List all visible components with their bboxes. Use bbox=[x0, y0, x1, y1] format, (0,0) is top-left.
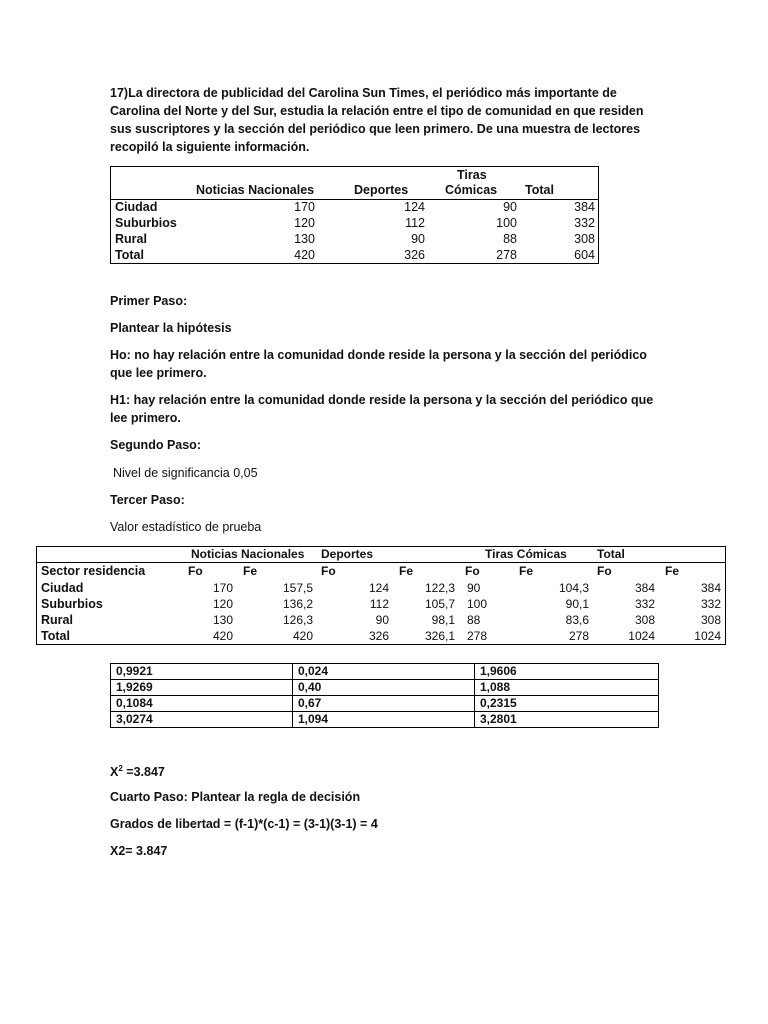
table-row bbox=[111, 696, 659, 712]
x2-superscript: 2 bbox=[118, 764, 123, 773]
cell: 100 bbox=[496, 216, 517, 230]
problem-statement: 17)La directora de publicidad del Carolina Sun Times, el periódico más importante de Carolina del Norte y del Sur, estudia la relación entre el tipo de comunidad en que residen sus suscriptores y la sección del periódico que leen primero. De una muestra de lectores recopiló la siguiente información. bbox=[110, 86, 644, 154]
cell: 308 bbox=[634, 613, 655, 627]
cell: 420 bbox=[212, 629, 233, 643]
cell: 0,67 bbox=[293, 696, 475, 712]
row-label-ciudad: Ciudad bbox=[41, 581, 84, 595]
cell: 90,1 bbox=[565, 597, 589, 611]
table-row bbox=[111, 680, 659, 696]
header-fo: Fo bbox=[188, 564, 203, 578]
cell: 157,5 bbox=[282, 581, 313, 595]
segundo-paso-heading: Segundo Paso: bbox=[110, 438, 201, 452]
cell: 170 bbox=[294, 200, 315, 214]
hypothesis-ho: Ho: no hay relación entre la comunidad donde reside la persona y la sección del periódico que lee primero. bbox=[110, 348, 647, 380]
cell: 1,9606 bbox=[475, 664, 659, 680]
header-fo: Fo bbox=[597, 564, 612, 578]
cell: 420 bbox=[292, 629, 313, 643]
cell: 332 bbox=[700, 597, 721, 611]
cell: 120 bbox=[212, 597, 233, 611]
cell: 88 bbox=[467, 613, 481, 627]
cell: 104,3 bbox=[558, 581, 589, 595]
header-fo: Fo bbox=[321, 564, 336, 578]
cell: 90 bbox=[411, 232, 425, 246]
cell: 130 bbox=[212, 613, 233, 627]
cell: 1024 bbox=[694, 629, 721, 643]
cell: 126,3 bbox=[282, 613, 313, 627]
valor-estadistico: Valor estadístico de prueba bbox=[110, 520, 262, 534]
header-fe: Fe bbox=[243, 564, 258, 578]
header-sector-residencia: Sector residencia bbox=[41, 564, 146, 578]
cell: 90 bbox=[467, 581, 481, 595]
header-fe: Fe bbox=[519, 564, 534, 578]
x2-value: =3.847 bbox=[122, 765, 165, 780]
table-row bbox=[111, 664, 659, 680]
cell: 420 bbox=[294, 248, 315, 262]
cell: 1,9269 bbox=[111, 680, 293, 696]
cell: 3,2801 bbox=[475, 712, 659, 728]
cell: 332 bbox=[574, 216, 595, 230]
cell: 83,6 bbox=[565, 613, 589, 627]
cell: 88 bbox=[503, 232, 517, 246]
cell: 3,0274 bbox=[111, 712, 293, 728]
cell: 384 bbox=[634, 581, 655, 595]
cell: 326,1 bbox=[424, 629, 455, 643]
cell: 326 bbox=[404, 248, 425, 262]
cell: 384 bbox=[700, 581, 721, 595]
header-tiras-comicas: Tiras Cómicas bbox=[485, 547, 567, 561]
row-label-ciudad: Ciudad bbox=[115, 200, 158, 214]
nivel-significancia: Nivel de significancia 0,05 bbox=[113, 466, 258, 480]
cell: 332 bbox=[634, 597, 655, 611]
plantear-hipotesis: Plantear la hipótesis bbox=[110, 321, 232, 335]
header-divider bbox=[111, 199, 598, 200]
cell: 0,024 bbox=[293, 664, 475, 680]
expected-frequency-table bbox=[36, 546, 726, 645]
header-fe: Fe bbox=[665, 564, 680, 578]
header-deportes: Deportes bbox=[321, 547, 374, 561]
cell: 124 bbox=[404, 200, 425, 214]
cell: 0,40 bbox=[293, 680, 475, 696]
cell: 124 bbox=[368, 581, 389, 595]
x2-final: X2= 3.847 bbox=[110, 844, 168, 858]
chi-square-result bbox=[110, 760, 165, 781]
x2-base: X bbox=[110, 765, 119, 780]
cell: 120 bbox=[294, 216, 315, 230]
cell: 90 bbox=[503, 200, 517, 214]
row-label-total: Total bbox=[41, 629, 70, 643]
table-row bbox=[111, 712, 659, 728]
cell: 326 bbox=[368, 629, 389, 643]
header-fo: Fo bbox=[465, 564, 480, 578]
grados-libertad: Grados de libertad = (f-1)*(c-1) = (3-1)(3-1) = 4 bbox=[110, 817, 378, 831]
header-deportes: Deportes bbox=[354, 183, 409, 197]
tercer-paso-heading: Tercer Paso: bbox=[110, 493, 185, 507]
cell: 1,088 bbox=[475, 680, 659, 696]
cell: 90 bbox=[375, 613, 389, 627]
row-label-rural: Rural bbox=[115, 232, 147, 246]
cell: 130 bbox=[294, 232, 315, 246]
cell: 100 bbox=[467, 597, 488, 611]
header-tiras-line2: Cómicas bbox=[445, 183, 498, 197]
cell: 604 bbox=[574, 248, 595, 262]
cell: 122,3 bbox=[424, 581, 455, 595]
cell: 384 bbox=[574, 200, 595, 214]
cell: 98,1 bbox=[431, 613, 455, 627]
header-tiras-line1: Tiras bbox=[457, 168, 487, 182]
cell: 112 bbox=[405, 216, 425, 230]
cell: 278 bbox=[568, 629, 589, 643]
cell: 308 bbox=[574, 232, 595, 246]
cell: 0,2315 bbox=[475, 696, 659, 712]
cell: 170 bbox=[212, 581, 233, 595]
cell: 1024 bbox=[628, 629, 655, 643]
cell: 0,1084 bbox=[111, 696, 293, 712]
row-label-suburbios: Suburbios bbox=[41, 597, 103, 611]
hypothesis-h1: H1: hay relación entre la comunidad donde reside la persona y la sección del periódico que lee primero. bbox=[110, 393, 654, 425]
chi-square-components-table bbox=[110, 663, 659, 728]
header-fe: Fe bbox=[399, 564, 414, 578]
cell: 278 bbox=[496, 248, 517, 262]
cell: 136,2 bbox=[282, 597, 313, 611]
cell: 0,9921 bbox=[111, 664, 293, 680]
cell: 105,7 bbox=[424, 597, 455, 611]
cuarto-paso-heading: Cuarto Paso: Plantear la regla de decisión bbox=[110, 790, 361, 804]
row-label-suburbios: Suburbios bbox=[115, 216, 177, 230]
row-label-total: Total bbox=[115, 248, 144, 262]
row-label-rural: Rural bbox=[41, 613, 73, 627]
header-total: Total bbox=[597, 547, 625, 561]
header-divider bbox=[37, 562, 725, 563]
header-total: Total bbox=[525, 183, 554, 197]
header-noticias-nacionales: Noticias Nacionales bbox=[191, 547, 305, 561]
primer-paso-heading: Primer Paso: bbox=[110, 294, 188, 308]
cell: 278 bbox=[467, 629, 488, 643]
cell: 308 bbox=[700, 613, 721, 627]
header-noticias-nacionales: Noticias Nacionales bbox=[196, 183, 315, 197]
cell: 112 bbox=[369, 597, 389, 611]
cell: 1,094 bbox=[293, 712, 475, 728]
contingency-table bbox=[110, 166, 599, 264]
